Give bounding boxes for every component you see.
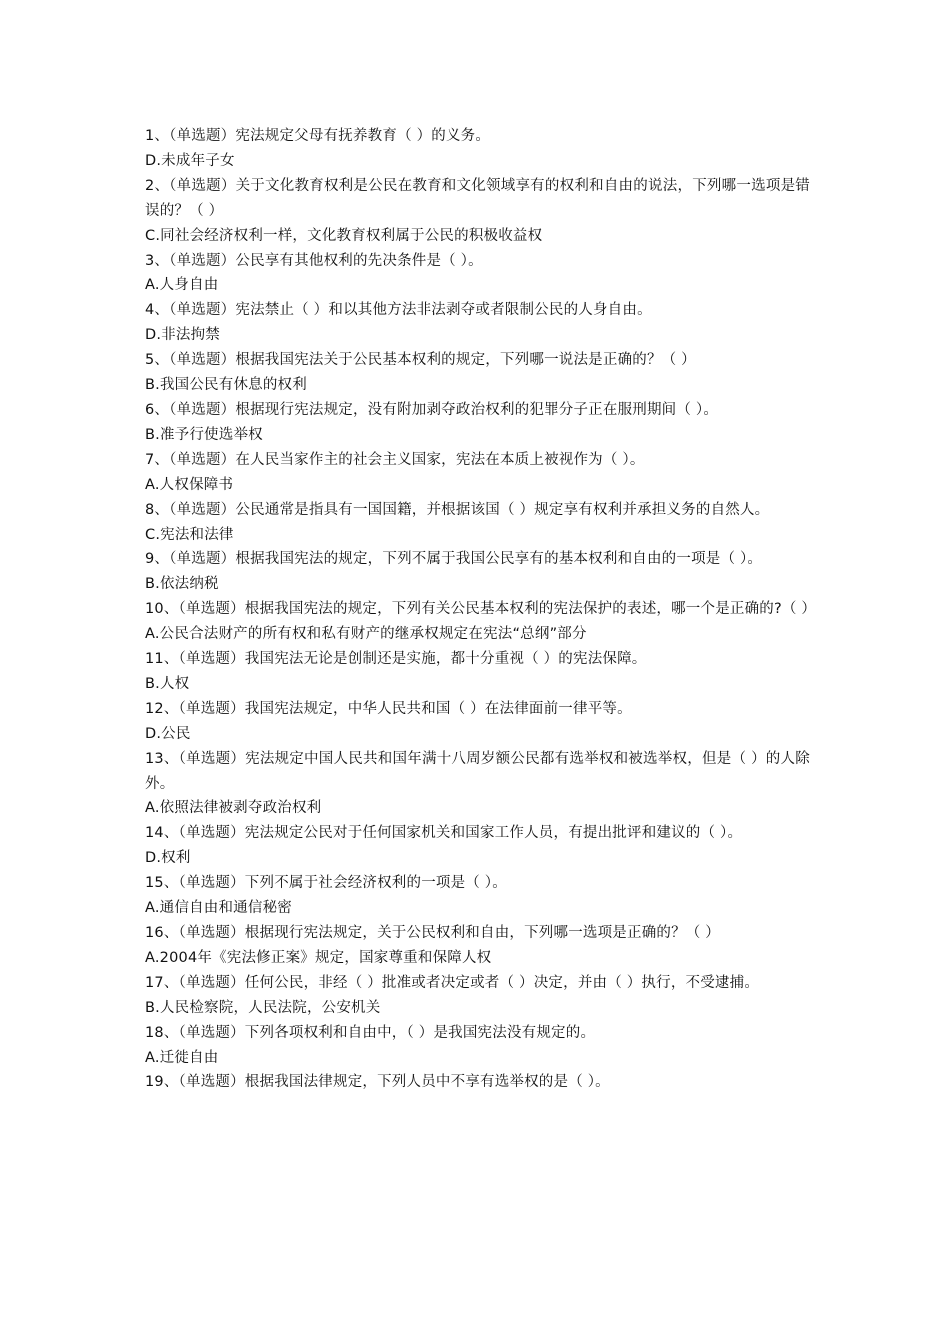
answer-3: A.人身自由: [145, 277, 219, 294]
question-12: 12、（单选题）我国宪法规定，中华人民共和国（ ）在法律面前一律平等。: [145, 700, 632, 717]
answer-7: A.人权保障书: [145, 476, 234, 493]
answer-4: D.非法拘禁: [145, 327, 220, 344]
answer-17: B.人民检察院，人民法院，公安机关: [145, 999, 381, 1016]
question-7: 7、（单选题）在人民当家作主的社会主义国家，宪法在本质上被视作为（ ）。: [145, 451, 645, 468]
question-list: [145, 124, 817, 1095]
question-2: 2、（单选题）关于文化教育权利是公民在教育和文化领域享有的权利和自由的说法，下列哪一选项是错误的？（ ）: [145, 177, 810, 219]
question-4: 4、（单选题）宪法禁止（ ）和以其他方法非法剥夺或者限制公民的人身自由。: [145, 302, 652, 319]
answer-1: D.未成年子女: [145, 152, 235, 169]
question-11: 11、（单选题）我国宪法无论是创制还是实施，都十分重视（ ）的宪法保障。: [145, 651, 647, 668]
answer-10: A.公民合法财产的所有权和私有财产的继承权规定在宪法“总纲”部分: [145, 626, 587, 643]
answer-13: A.依照法律被剥夺政治权利: [145, 800, 322, 817]
question-9: 9、（单选题）根据我国宪法的规定，下列不属于我国公民享有的基本权利和自由的一项是（ ）。: [145, 551, 763, 568]
question-19: 19、（单选题）根据我国法律规定，下列人员中不享有选举权的是（ ）。: [145, 1074, 610, 1091]
question-10: 10、（单选题）根据我国宪法的规定，下列有关公民基本权利的宪法保护的表述，哪一个是正确的?（ ）: [145, 601, 817, 618]
question-8: 8、（单选题）公民通常是指具有一国国籍，并根据该国（ ）规定享有权利并承担义务的自然人。: [145, 501, 770, 518]
question-16: 16、（单选题）根据现行宪法规定，关于公民权利和自由，下列哪一选项是正确的？（ ）: [145, 925, 721, 941]
answer-5: B.我国公民有休息的权利: [145, 377, 307, 394]
question-5: 5、（单选题）根据我国宪法关于公民基本权利的规定，下列哪一说法是正确的？（ ）: [145, 352, 696, 369]
answer-12: D.公民: [145, 725, 191, 742]
question-15: 15、（单选题）下列不属于社会经济权利的一项是（ ）。: [145, 875, 507, 892]
answer-15: A.通信自由和通信秘密: [145, 900, 292, 917]
question-18: 18、（单选题）下列各项权利和自由中，（ ）是我国宪法没有规定的。: [145, 1024, 596, 1041]
question-1: 1、（单选题）宪法规定父母有抚养教育（ ）的义务。: [145, 128, 491, 144]
question-3: 3、（单选题）公民享有其他权利的先决条件是（ ）。: [145, 252, 483, 269]
answer-8: C.宪法和法律: [145, 526, 234, 543]
answer-16: A.2004年《宪法修正案》规定，国家尊重和保障人权: [145, 949, 492, 966]
answer-11: B.人权: [145, 675, 190, 692]
question-17: 17、（单选题）任何公民，非经（ ）批准或者决定或者（ ）决定，并由（ ）执行，不受逮捕。: [145, 974, 760, 991]
answer-14: D.权利: [145, 850, 191, 867]
answer-9: B.依法纳税: [145, 576, 219, 593]
question-13: 13、（单选题）宪法规定中国人民共和国年满十八周岁额公民都有选举权和被选举权，但是（ ）的人除外。: [145, 750, 810, 792]
question-6: 6、（单选题）根据现行宪法规定，没有附加剥夺政治权利的犯罪分子正在服刑期间（ ）。: [145, 401, 719, 418]
answer-2: C.同社会经济权利一样，文化教育权利属于公民的积极收益权: [145, 227, 543, 244]
answer-18: A.迁徙自由: [145, 1049, 219, 1066]
answer-6: B.准予行使选举权: [145, 426, 263, 443]
question-14: 14、（单选题）宪法规定公民对于任何国家机关和国家工作人员，有提出批评和建议的（ ）。: [145, 825, 743, 842]
